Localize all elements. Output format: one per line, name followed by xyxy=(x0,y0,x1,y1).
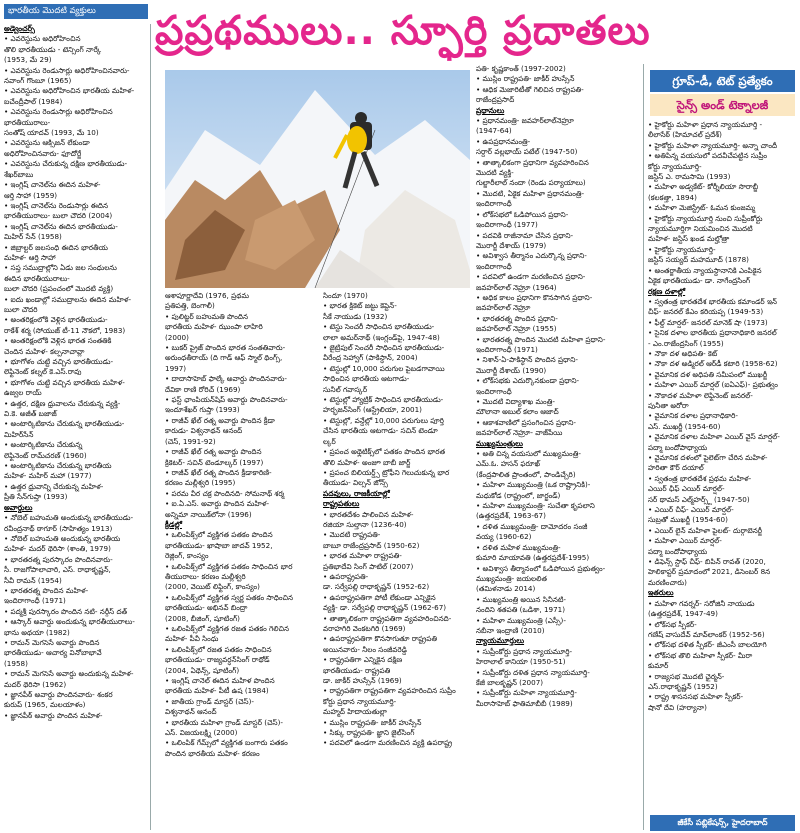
list-item: ప్రీతి సేన్‌గుప్తా (1993) xyxy=(4,492,68,502)
list-item: లాలా అమర్‌నాథ్ (ఇంగ్లండ్‌పై, 1947-48) xyxy=(323,332,440,342)
list-item: భారతీయుడు- రాష్ట్రపతి xyxy=(323,665,391,675)
list-item: • జ్ఞానపీఠ్ అవార్డు పొందినవారు- శంకర xyxy=(4,690,113,699)
list-item: భారతీయ మహిళ- పీటీ ఉష (1984) xyxy=(165,686,269,696)
list-item: క్రికెటర్- సచిన్ టెండూల్కర్ (1997) xyxy=(165,457,264,467)
list-item: • ఉపరాష్ట్రపతిగా కొనసాగుతూ రాష్ట్రపతి xyxy=(323,634,438,644)
list-item: రవీంద్రనాథ్ ఠాగూర్ (సాహిత్యం 1913) xyxy=(4,523,113,533)
list-item: భాను అథయా (1982) xyxy=(4,627,70,637)
list-item: విశ్వనాథన్ ఆనంద్ xyxy=(165,707,217,717)
list-item: సర్దార్ వల్లభాయ్ పటేల్ (1947-50) xyxy=(476,147,578,157)
list-item: కోర్టు న్యాయమూర్తి- xyxy=(648,161,702,171)
column-3 xyxy=(323,291,473,831)
list-item: న్యాయమూర్తిగా నియమించిన మొదటి xyxy=(648,224,753,234)
list-item: వయ్య (1960-62) xyxy=(476,532,532,542)
mountaineer-illustration xyxy=(165,70,470,288)
list-item: కోర్టు ప్రధాన న్యాయమూర్తి- xyxy=(323,696,397,706)
list-item: తొలి మహిళ- అంజూ బాబీ జార్జ్ xyxy=(323,457,411,467)
list-item: మౌలానా అబుల్ కలాం ఆజాద్ xyxy=(476,407,559,417)
list-item: (1958) xyxy=(4,658,28,668)
list-item: • ప్రపంచ అథ్లెటిక్స్‌లో పతకం పొందిన భారత xyxy=(323,447,446,457)
list-item: • మొదటి విద్యాశాఖ మంత్రి- xyxy=(476,397,555,406)
list-item: • రాష్ట్ర శాసనసభ మహిళా స్పీకర్- xyxy=(648,692,744,702)
list-item: శేఖర్‌బాబు xyxy=(4,169,34,179)
section-heading: క్రీడల్లో xyxy=(165,519,182,529)
list-item: • వైమానిక దళంలో పైలెట్‌గా చేరిన మహిళ- xyxy=(648,453,768,462)
list-item: • రాజ్యసభ మొదటి ఛైర్మన్- xyxy=(648,671,725,681)
list-item: ఇందిరాగాంధీ xyxy=(476,261,512,271)
list-item: • మహిళా ముఖ్యమంత్రి (ఒక రాష్ట్రానికి)- xyxy=(476,480,591,490)
list-item: పద్మా బందోపాధ్యాయ xyxy=(648,546,708,556)
list-item: • లోక్‌సభ దళిత స్పీకర్- జీఎంసీ బాలయోగి xyxy=(648,640,767,650)
list-item: మరణించారు) xyxy=(648,577,687,587)
list-item: బచేంద్రీపాల్ (1984) xyxy=(4,96,63,106)
list-item: మిహిర్‌సేన్ xyxy=(4,429,34,439)
list-item: • నౌకాదళ మహిళా లెఫ్టినెంట్ జనరల్- xyxy=(648,390,753,400)
list-item: తొలి భారతీయుడు - టెన్సింగ్ నార్కే xyxy=(4,44,102,54)
list-item: • తాత్కాలికంగా రాష్ట్రపతిగా వ్యవహరించినది- xyxy=(323,613,452,623)
list-item: హరితా కౌర్ దయాల్ xyxy=(648,463,704,473)
list-item: • దళిత ముఖ్యమంత్రి- దామోదరం సంజీ xyxy=(476,521,588,531)
list-item: ఎస్. ముఖర్జీ (1954-60) xyxy=(648,421,721,431)
list-item: మహిళ- ఆర్తి సాహా xyxy=(4,252,56,262)
list-item: • అవిశ్వాస తీర్మానం ఎదుర్కొన్న ప్రధాని- xyxy=(476,251,587,261)
list-item: • తాత్కాలికంగా ప్రధానిగా వ్యవహరించిన xyxy=(476,157,589,167)
list-item: భారతీయురాలు- బులా చౌదరి (2004) xyxy=(4,211,113,221)
section-heading: రక్షణ దళాల్లో xyxy=(648,286,686,296)
list-item: • భారత మహిళా రాష్ట్రపతి- xyxy=(323,551,402,561)
list-item: రజియా సుల్తానా (1236-40) xyxy=(323,519,407,529)
list-item: నబీనా ఇంద్రాణి (2010) xyxy=(476,625,545,635)
list-item: మహిళ- జస్టిస్ ఖండ మల్హోత్రా xyxy=(648,234,730,244)
list-item: ప్రతిపత్తి, బెంగాలీ) xyxy=(165,301,215,311)
list-item: • అతిపిన్న వయసులో పదవీచేపట్టిన సుప్రీం xyxy=(648,151,768,161)
list-item: మహిళ- మదర్ థెరిసా (శాంతి, 1979) xyxy=(4,544,111,554)
list-item: • ఆకాశవాణిలో ప్రసంగించిన ప్రధాని- xyxy=(476,417,576,427)
list-item: • భూగోళం చుట్టి వచ్చిన భారతీయ మహిళ- xyxy=(4,377,125,387)
list-item: ఎయిర్ ఛీఫ్ ఎయిర్ మార్షల్- xyxy=(648,484,725,494)
list-item: • ఐ.ఏ.ఎస్. అవార్డు పొందిన మహిళ- xyxy=(165,499,270,509)
list-item: • అంతరిక్షంలోకి వెళ్లిన భారత సంతతికి xyxy=(4,336,112,346)
list-item: • ఆధిక మెజారిటీతో గెలిచిన రాష్ట్రపతి- xyxy=(476,84,584,94)
list-item: నందిని శతపతి (ఒడిశా, 1971) xyxy=(476,605,566,615)
list-item: గణేష్ వాసుదేవ్ మావ్‌లాంకర్ (1952-56) xyxy=(648,629,765,639)
section-heading: ముఖ్యమంత్రులు xyxy=(476,438,523,448)
column-divider xyxy=(150,24,151,830)
list-item: • ఉపరాష్ట్రపతి- xyxy=(323,571,369,581)
list-item: • వైమానిక దళ అధిపతి సమీపంలో ముఖర్జీ xyxy=(648,369,768,379)
list-item: • హైకోర్టు న్యాయమూర్తి- xyxy=(648,244,716,254)
list-item: (1947-64) xyxy=(476,126,512,136)
list-item: (కేంద్రపాలిత ప్రాంతంలో, పాండిచ్చేరి) xyxy=(476,469,576,479)
list-item: జవహర్‌లాల్ నెహ్రూ- వాజ్‌పేయి xyxy=(476,428,563,438)
list-item: • ప్రధానమంత్రి- జవహర్‌లాల్‌నెహ్రూ xyxy=(476,116,574,126)
list-item: భారతీయుడు- ఆచార్య వినోబాభావే xyxy=(4,648,102,658)
list-item: • భారతరత్న పొందిన ప్రధాని- xyxy=(476,313,558,323)
list-item: • ఎవరెస్టును అధిరోహించిన xyxy=(4,34,81,44)
list-item: మొరార్జీ దేశాయ్ (1979) xyxy=(476,240,547,250)
list-item: • మొదటి, ఏకైక మహిళా ప్రధానమంత్రి- xyxy=(476,188,585,198)
list-item: • టెస్టుల్లో, వన్డేల్లో 10,000 పరుగులు పూర్తి xyxy=(323,415,444,425)
list-item: • ఇంగ్లిష్ చానెల్‌ను ఈదిన మహిళ- xyxy=(4,180,101,190)
list-item: • ఫీల్డ్ మార్షల్- జనరల్ మానెక్ షా (1973) xyxy=(648,317,768,327)
list-item: • జాతీయ గ్రాండ్ మాస్టర్ (చెస్)- xyxy=(165,696,254,706)
list-item: • టెస్టుల్లో 10,000 పరుగుల పైబడగావాయి xyxy=(323,363,445,373)
list-item: • జిబ్రాల్టర్ జలసంధి ఈదిన భారతీయ xyxy=(4,242,108,252)
list-item: మిహిర్ సేన్ (1958) xyxy=(4,232,62,242)
list-item: • ముస్లిం రాష్ట్రపతి- జాకీర్ హుస్సేన్ xyxy=(323,717,422,727)
list-item: జవహర్‌లాల్ నెహ్రూ (1964) xyxy=(476,282,557,292)
list-item: • అంతరిక్షంలోకి వెళ్లిన భారతీయుడు- xyxy=(4,315,108,325)
list-item: సీకే నాయుడు (1932) xyxy=(323,311,388,321)
list-item: అరుంధతీరాయ్ (ది గాడ్ ఆఫ్ స్మాల్ థింగ్స్, xyxy=(165,353,283,363)
list-item: జస్టిస్ ఎ. రామసామి (1993) xyxy=(648,172,731,182)
list-item: ఏకైక భారతీయుడు- డా. నాగేంద్రసింగ్ xyxy=(648,276,751,286)
list-item: మహిళ- పీవీ సింధు xyxy=(165,634,219,644)
list-item: • ఒలింపిక్స్‌లో వ్యక్తిగత పతకం సాధించిన భార xyxy=(165,561,293,571)
list-item: మొరార్జీ దేశాయ్ (1990) xyxy=(476,365,547,375)
list-item: ఉజ్వల రాయ్ xyxy=(4,388,42,398)
list-item: • ఎయిర్ లైన్ మహిళా పైలట్- దుర్గాబెనర్జీ xyxy=(648,525,763,535)
list-item: భారతీయురాలు- xyxy=(4,117,51,127)
list-item: ఇందిరాగాంధీ (1977) xyxy=(476,220,538,230)
section-heading: రాష్ట్రపతులు xyxy=(323,499,360,509)
list-item: • ఎవరెస్టును ఆక్సిజన్ లేకుండా xyxy=(4,138,90,148)
list-item: లెఫ్టినెంట్ రామ్‌చరణ్ (1960) xyxy=(4,450,87,460)
list-item: • సిక్కు రాష్ట్రపతి- జ్ఞాని జైల్‌సింగ్ xyxy=(323,728,415,738)
list-item: ల్కర్ xyxy=(323,436,336,446)
list-item: ఇందిరాగాంధీ xyxy=(476,199,512,209)
list-item: భారతీయ మహిళ- ఝుంపా లాహిరి xyxy=(165,322,263,332)
list-item: • వైమానిక దళాల మహిళా ఎయిర్ వైస్ మార్షల్- xyxy=(648,432,780,442)
list-item: (2004, ఏథెన్స్, షూటింగ్) xyxy=(165,665,240,675)
list-item: • ముఖ్యమంత్రి అయిన సినీనటి- xyxy=(476,594,567,604)
list-item: పతి- కృష్ణకాంత్ (1997-2002) xyxy=(476,64,566,73)
list-item: గుల్జారీలాల్ నందా (రెండు పర్యాయాలు) xyxy=(476,178,586,188)
list-item: • నోబెల్ బహుమతి అందుకున్న భారతీయ xyxy=(4,533,121,543)
list-item: జవహర్‌లాల్ నెహ్రూ xyxy=(476,303,531,313)
list-item: కురుప్ (1965, మలయాళం) xyxy=(4,700,86,710)
list-item: డా. సర్వేపల్లి రాధాకృష్ణన్ (1952-62) xyxy=(323,582,430,592)
list-item: • ఎవరెస్టును రెండుసార్లు అధిరోహించిన xyxy=(4,107,113,117)
list-item: • మహిళా ముఖ్యమంత్రి- సుచేతా కృపలాని xyxy=(476,501,595,511)
list-item: తీయుడు- విల్సన్ జోన్స్ xyxy=(323,478,388,488)
list-item: ఇందిరాగాంధీ xyxy=(476,386,512,396)
column-5 xyxy=(648,120,798,812)
list-item: షానో దేవి (హర్యానా) xyxy=(648,702,707,712)
list-item: మహ్మద్ హిదాయతుల్లా xyxy=(323,707,387,717)
list-item: • పదవికి రాజీనామా చేసిన ప్రధాని- xyxy=(476,230,574,240)
list-item: • పరమ వీర చక్ర పొందినది- సోమనాథ్ శర్మ xyxy=(165,488,285,498)
list-item: హర్భజన్‌సింగ్ (ఆస్ట్రేలియా, 2001) xyxy=(323,405,422,415)
section-heading: న్యాయమూర్తులు xyxy=(476,636,525,646)
list-item: • ముస్లిం రాష్ట్రపతి- జాకీర్ హుస్సేన్ xyxy=(476,74,575,84)
list-item: • ఆస్కార్ అవార్డు అందుకున్న భారతీయురాలు- xyxy=(4,617,135,627)
list-item: సుబ్రతో ముఖర్జీ (1954-60) xyxy=(648,515,728,525)
list-item: • సుప్రీంకోర్టు దళిత ప్రధాన న్యాయమూర్తి- xyxy=(476,667,590,677)
list-item: • పులిట్జర్ బహుమతి పొందిన xyxy=(165,311,249,321)
list-item: - ఎం.రాజేంద్రసింగ్ (1955) xyxy=(648,338,724,348)
list-item: • భారతరత్న పురస్కారం పొందినవారు- xyxy=(4,554,113,564)
list-item: 1997) xyxy=(165,363,187,373)
list-item: మదర్ థెరిసా (1962) xyxy=(4,679,67,689)
publisher-credit: జీకేసీ పబ్లికేషన్స్, హైదరాబాద్ xyxy=(650,815,795,831)
list-item: భారతీయుడు- రాజ్యవర్ధన్‌సింగ్ రాథోడ్ xyxy=(165,655,270,665)
column-4 xyxy=(476,64,641,832)
list-item: • మహిళా అడ్వకేట్- కోర్నీలియా సొరాబ్జీ xyxy=(648,182,759,192)
list-item: • భూగోళం చుట్టి వచ్చిన భారతీయుడు- xyxy=(4,357,114,366)
list-item: • ఇంగ్లిష్ చానెల్‌ను ఈదిన భారతీయుడు- xyxy=(4,221,118,231)
list-item: • హైకోర్టు మహిళా ప్రధాన న్యాయమూర్తి - xyxy=(648,120,763,129)
list-item: • నౌకా దళ అధిపతి- కెట్ xyxy=(648,348,718,358)
list-item: • అంటార్కిటికాను చేరుకున్న xyxy=(4,440,83,450)
list-item: • ఐదు ఖండాల్లో సముద్రాలను ఈదిన మహిళ- xyxy=(4,294,132,304)
list-item: • లోక్‌సభలో ఓడిపోయిన ప్రధాని- xyxy=(476,209,569,219)
list-item: జవహర్‌లాల్ నెహ్రూ (1955) xyxy=(476,324,557,334)
badge xyxy=(650,70,795,116)
list-item: • నోబెల్ బహుమతి అందుకున్న భారతీయుడు- xyxy=(4,513,134,523)
list-item: బాబూ రాజేంద్రప్రసాద్ (1950-62) xyxy=(323,540,420,550)
list-item: • భారతరత్న పొందిన మహిళ- xyxy=(4,585,89,595)
list-item: (చెస్, 1991-92) xyxy=(165,436,216,446)
list-item: కేజీ బాలకృష్ణన్ (2007) xyxy=(476,677,544,687)
list-item: • వైమానిక దళాల ప్రధానాధికారి- xyxy=(648,411,739,421)
list-item: • ఎవరెస్టును చేరుకున్న దక్షిణ భారతీయుడు- xyxy=(4,159,128,169)
badge-exam: గ్రూప్-డీ, టెట్ ప్రత్యేకం xyxy=(650,70,795,92)
list-item: ఇందిరాగాంధీ (1971) xyxy=(4,596,66,606)
list-item: పొందిన భారతీయ మహిళ- కరణం xyxy=(165,748,260,758)
list-item: రెజ్లింగ్, కాంస్యం xyxy=(165,551,209,561)
section-heading: ఇతరులు xyxy=(648,588,674,598)
list-item: • నిశాన్-ఏ-పాకిస్థాన్ పొందిన ప్రధాని- xyxy=(476,355,578,365)
list-item: • మహిళా ఎయిర్ మార్షల్- xyxy=(648,536,722,546)
list-item: పునీతా అరోరా xyxy=(648,400,689,410)
list-item: సర్ థామస్ ఎల్మ్‌హర్స్ట్ (1947-50) xyxy=(648,494,750,504)
list-item: నవాంగ్ గొంబూ (1965) xyxy=(4,76,72,86)
column-2 xyxy=(165,291,320,831)
list-item: చేసిన భారతీయ ఆటగాడు- సచిన్ టెండూ xyxy=(323,426,438,436)
list-item: ఎస్.రాధాకృష్ణన్ (1952) xyxy=(648,681,718,691)
list-item: బులా చౌదరి xyxy=(4,304,38,314)
list-item: • లోక్‌సభకు ఎదుర్కొనకుండా ప్రధాని- xyxy=(476,376,580,386)
list-item: సునీల్ గవాస్కర్ xyxy=(323,384,368,394)
section-tag: భారతీయ మొదటి వ్యక్తులు xyxy=(4,4,148,19)
list-item: (2000, వెయిట్ లిఫ్టింగ్, కాంస్యం) xyxy=(165,582,260,592)
list-item: సంతోష్ యాదవ్ (1993, మే 10) xyxy=(4,128,99,138)
list-item: అన్నిమా నాయిక్‌లోనా (1996) xyxy=(165,509,252,519)
list-item: డా. జాకీర్ హుస్సేన్ (1969) xyxy=(323,676,402,686)
list-item: • ఉపప్రధానమంత్రి- xyxy=(476,136,531,146)
list-item: రాజేంద్రప్రసాద్ xyxy=(476,95,515,105)
list-item: వరాహగిరి వెంకటగిరి (1969) xyxy=(323,624,406,633)
list-item: • ఫస్ట్ ఛాంపియన్‌షిప్ అవార్డు పొందినవారు- xyxy=(165,395,288,405)
list-item: • రాజీవ్ ఖేల్ రత్న పొందిన క్రీడాకారిణి- xyxy=(165,467,272,477)
list-item: • అంటార్కిటికాను చేరుకున్న భారతీయుడు- xyxy=(4,419,125,429)
list-item: • హైకోర్టు మహిళా న్యాయమూర్తి- అన్నా చాందీ xyxy=(648,140,778,150)
list-item: (2000) xyxy=(165,332,189,342)
list-item: చెందిన మహిళ- కల్పనాచావ్లా xyxy=(4,346,85,356)
list-item: వి.కె. అజీత్ బజాజ్ xyxy=(4,409,57,419)
list-item: • జైట్రిపుల్ సెంచరీ సాధించిన భారతీయుడు- xyxy=(323,343,445,353)
list-item: • బుకర్ ప్రైజ్ పొందిన భారత సంతతివారు- xyxy=(165,343,286,353)
list-item: • ఉత్తర ధ్రువాన్ని చేరుకున్న మహిళ- xyxy=(4,481,104,491)
list-item: • రాష్ట్రపతిగా రాష్ట్రపతిగా వ్యవహరించిన సుప్రీం xyxy=(323,686,456,696)
list-item: వీరేంద్ర సెహ్వాగ్ (పాకిస్థాన్, 2004) xyxy=(323,353,418,363)
list-item: ఆర్తి సాహా (1959) xyxy=(4,190,58,200)
list-item: • నౌకా దళ అడ్మిరల్ ఆర్‌డీ కటారి (1958-62) xyxy=(648,359,778,369)
list-item: • సుప్రీంకోర్టు మహిళా న్యాయమూర్తి- xyxy=(476,688,577,698)
list-item: పద్మా బందోపాధ్యాయ xyxy=(648,442,708,452)
list-item: • ఒలింపిక్ గేమ్స్‌లో వ్యక్తిగత బంగారు పతకం xyxy=(165,738,288,748)
list-item: • పదవిలో ఉండగా మరణించిన ప్రధాని- xyxy=(476,272,586,282)
list-item: • పద్మశ్రీ పురస్కారం పొందిన నటి- నర్గీస్ దత్ xyxy=(4,606,128,616)
list-item: • భారతరత్న పొందిన మొదటి మహిళా ప్రధాని- xyxy=(476,334,606,344)
list-item: • రామన్ మెగసెసే అవార్డు పొందిన xyxy=(4,637,100,647)
list-item: ఎస్. విజయలక్ష్మి (2000) xyxy=(165,728,238,738)
list-item: • ఇంగ్లిష్ చానెల్ ఈదిన మహిళ పొందిన xyxy=(165,676,275,686)
list-item: ఎమ్.ఓ. హసన్ ఫరూఖ్ xyxy=(476,459,541,469)
column-1 xyxy=(4,24,147,830)
list-item: • ఒలింపిక్స్‌లో వ్యక్తిగత స్వర్ణ పతకం సాధించిన xyxy=(165,592,294,602)
badge-subject: సైన్స్ అండ్ టెక్నాలజీ xyxy=(650,94,795,116)
list-item: ఇందూశేఖర్ గుప్తా (1993) xyxy=(165,405,240,415)
list-item: • జ్ఞానపీఠ్ అవార్డు పొందిన మహిళ- xyxy=(4,710,103,720)
list-item: లెఫ్టినెంట్ కల్నల్ కె.ఎస్.రావు xyxy=(4,367,82,377)
list-item: కుమార్ xyxy=(648,661,669,671)
section-heading: అడ్వెంచర్స్ xyxy=(4,24,35,33)
list-item: లీలాసేఠ్ (హిమాచల్ ప్రదేశ్) xyxy=(648,130,722,140)
list-item: • అధిక కాలం ప్రధానిగా కొనసాగిన ప్రధాని- xyxy=(476,292,593,302)
list-item: • అవిశ్వాస తీర్మానంలో ఓడిపోయిన ప్రభుత్వం- xyxy=(476,563,606,573)
section-heading: ప్రధానులు xyxy=(476,105,505,115)
list-item: • సుప్రీంకోర్టు ప్రధాన న్యాయమూర్తి- xyxy=(476,646,573,656)
section-heading: అవార్డులు xyxy=(4,502,33,512)
list-item: హెలికాప్టర్ ప్రమాదంలో 2021, డిసెంబర్ 8న xyxy=(648,567,771,577)
list-item: భారతీయుడు- ఖాషాబా జాదవ్ 1952, xyxy=(165,540,273,550)
list-item: ప్రతిభాదేవి సింగ్ పాటిల్ (2007) xyxy=(323,561,414,571)
list-item: • ఒలింపిక్స్‌లో వ్యక్తిగత పతకం పొందిన xyxy=(165,530,273,540)
list-item: (కలకత్తా, 1894) xyxy=(648,192,697,202)
list-item: ముఖ్యమంత్రి- జయలలిత xyxy=(476,573,547,583)
mountaineer-photo xyxy=(165,70,470,288)
list-item: • సైనిక దళాల భారతీయ ప్రధానాధికారి జనరల్ xyxy=(648,328,777,338)
list-item: • ఇంగ్లిష్ చానెల్‌ను రెండుసార్లు ఈదిన xyxy=(4,200,109,210)
list-item: • అంటార్కిటికాను చేరుకున్న భారతీయ xyxy=(4,461,112,471)
section-heading: పదవులు, రాజకీయాల్లో xyxy=(323,488,390,498)
list-item: ఆశాపూర్ణాదేవి (1976, ప్రథమ xyxy=(165,291,249,300)
list-item: • ఉత్తర, దక్షిణ ధ్రువాలను చేరుకున్న వ్యక్తి- xyxy=(4,398,121,408)
list-item: సాధించిన భారతీయ ఆటగాడు- xyxy=(323,374,410,384)
list-item: సిందూ (1970) xyxy=(323,291,368,300)
list-item: కారుడు- విశ్వనాథన్ ఆనంద్ xyxy=(165,426,243,436)
list-item: (ఉత్తరప్రదేశ్, 1947-49) xyxy=(648,609,718,619)
list-item: హిరాలాల్ కానియా (1950-51) xyxy=(476,657,566,667)
list-item: వ్యక్తి- డా. సర్వేపల్లి రాధాకృష్ణన్ (1962-67) xyxy=(323,603,447,613)
list-item: • అతి చిన్న వయసులో ముఖ్యమంత్రి- xyxy=(476,449,581,459)
page-title: ప్రప్రథములు.. స్ఫూర్తి ప్రదాతలు xyxy=(155,8,651,54)
list-item: భారతీయుడు- అభినవ్ బింద్రా xyxy=(165,603,248,613)
list-item: • టెస్టు సెంచరీ సాధించిన భారతీయుడు- xyxy=(323,322,435,332)
list-item: • లోక్‌సభ తొలి మహిళా స్పీకర్- మీరా xyxy=(648,650,753,660)
list-item: దేవికా రాణి రోరిచ్ (1969) xyxy=(165,384,241,394)
list-item: • టెస్టుల్లో హ్యాట్రిక్ సాధించిన భారతీయుడు- xyxy=(323,395,444,405)
list-item: మధుకోడ (రాష్ట్రంలో, జార్ఖండ్) xyxy=(476,490,561,500)
list-item: • ఎవరెస్టును రెండుసార్లు అధిరోహించినవారు- xyxy=(4,65,130,75)
list-item: • భారతదేశం పాలించిన మహిళ- xyxy=(323,509,414,519)
list-item: రాకేశ్ శర్మ (సోయుజ్ టీ-11 నౌకలో, 1983) xyxy=(4,325,126,335)
list-item: అయినవారు- నీలం సంజీవరెడ్డి xyxy=(323,644,407,654)
list-item: (1953, మే 29) xyxy=(4,55,52,65)
list-item: • మహిళా ఎయిర్ మార్షల్ (ఐఏఎఫ్)- ప్రభుత్వం xyxy=(648,380,778,390)
list-item: • లోక్‌సభ స్పీకర్- xyxy=(648,619,697,629)
list-item: • ప్రపంచ బిలియర్డ్స్ ట్రోఫీని గెలుచుకున్న భార xyxy=(323,467,450,477)
list-item: • భారతీయ మహిళా గ్రాండ్ మాస్టర్ (చెస్)- xyxy=(165,717,283,727)
list-item: • స్వతంత్ర భారతదేశ భారతీయ కమాండర్ ఇన్ xyxy=(648,296,777,306)
list-item: (తమిళనాడు 2014) xyxy=(476,584,536,594)
list-item: • ఎవరెస్టును అధిరోహించిన భారతీయ మహిళ- xyxy=(4,86,135,96)
list-item: • హైకోర్టు న్యాయమూర్తి నుంచి సుప్రీంకోర్టు xyxy=(648,213,763,223)
list-item: • సప్త సముద్రాల్లోని ఏడు జల సంధులను xyxy=(4,263,117,273)
list-item: • రామన్ మెగసెసే అవార్డు అందుకున్న మహిళ- xyxy=(4,669,134,679)
column-divider xyxy=(643,64,644,830)
list-item: కుమారి మాయావతి (ఉత్తరప్రదేశ్-1995) xyxy=(476,553,590,563)
list-item: మహిళ- మహిర్ మహా (1977) xyxy=(4,471,92,481)
list-item: • భారత క్రికెట్ జట్టు కెప్టెన్- xyxy=(323,301,397,311)
list-item: • మొదటి రాష్ట్రపతి- xyxy=(323,530,381,540)
list-item: • అంతర్జాతీయ న్యాయస్థానానికి ఎంపికైన xyxy=(648,265,762,275)
list-item: • రాజీవ్ ఖేల్ రత్న అవార్డు పొందిన xyxy=(165,447,262,457)
list-item: (ఉత్తరప్రదేశ్, 1963-67) xyxy=(476,511,546,521)
list-item: సీవీ రామన్ (1954) xyxy=(4,575,62,585)
list-item: బులా చౌదరి (ప్రపంచంలో మొదటి వ్యక్తి) xyxy=(4,284,114,294)
list-item: • మహిళా ముఖ్యమంత్రి (ఎస్సీ)- xyxy=(476,615,566,625)
list-item: • ఎయిర్ చీఫ్- ఎయిర్ మార్షల్- xyxy=(648,505,734,515)
list-item: • మహిళా మెజిస్ట్రేట్- ఓమన కుంజమ్మ xyxy=(648,203,755,213)
list-item: జస్టిస్ సయ్యద్ మహమూద్ (1878) xyxy=(648,255,749,265)
list-item: అధిరోహించినవారు- ఫూదోర్జే xyxy=(4,148,82,158)
list-item: • దళిత మహిళ ముఖ్యమంత్రి- xyxy=(476,542,561,552)
list-item: చీఫ్- జనరల్ కేఎం కరియప్ప (1949-53) xyxy=(648,307,764,317)
list-item: తీయురాలు- కరణం మల్లీశ్వరి xyxy=(165,571,246,581)
list-item: కరణం మల్లీశ్వరి (1995) xyxy=(165,478,236,488)
list-item: • ఒలింపిక్స్‌లో రజత పతకం సాధించిన xyxy=(165,644,272,654)
list-item: • డిఫెన్స్ స్టాఫ్ చీఫ్- బిపిన్ రావత్ (2020, xyxy=(648,557,766,567)
list-item: ఇందిరాగాంధీ (1971) xyxy=(476,344,538,354)
list-item: • పదవిలో ఉండగా మరణించిన వ్యక్తి ఉపరాష్ట్ర xyxy=(323,738,453,748)
list-item: • ఉపరాష్ట్రపతిగా పోటీ లేకుండా ఎన్నికైన xyxy=(323,592,436,602)
list-item: (2008, బీజింగ్, షూటింగ్) xyxy=(165,613,240,623)
list-item: మీరాసాహెబ్ ఫాతిమాబీబీ (1989) xyxy=(476,698,573,708)
list-item: ఈదిన భారతీయురాలు- xyxy=(4,273,70,283)
list-item: • రాష్ట్రపతిగా ఎన్నికైన దక్షిణ xyxy=(323,655,403,665)
list-item: • ఒలింపిక్స్‌లో వ్యక్తిగత రజత పతకం గెలిచిన xyxy=(165,624,290,633)
list-item: సీ. రాజగోపాలాచారి, ఎస్. రాధాకృష్ణన్, xyxy=(4,565,111,575)
list-item: • దాదాసాహెబ్ ఫాల్కే అవార్డు పొందినవారు- xyxy=(165,374,287,384)
list-item: • స్వతంత్ర భారతదేశ ప్రథమ మహిళ- xyxy=(648,473,752,483)
list-item: • రాజీవ్ ఖేల్ రత్న అవార్డు పొందిన క్రీడా xyxy=(165,415,275,425)
list-item: మొదటి వ్యక్తి- xyxy=(476,168,514,178)
list-item: • మహిళా గవర్నర్- సరోజినీ నాయుడు xyxy=(648,598,755,608)
